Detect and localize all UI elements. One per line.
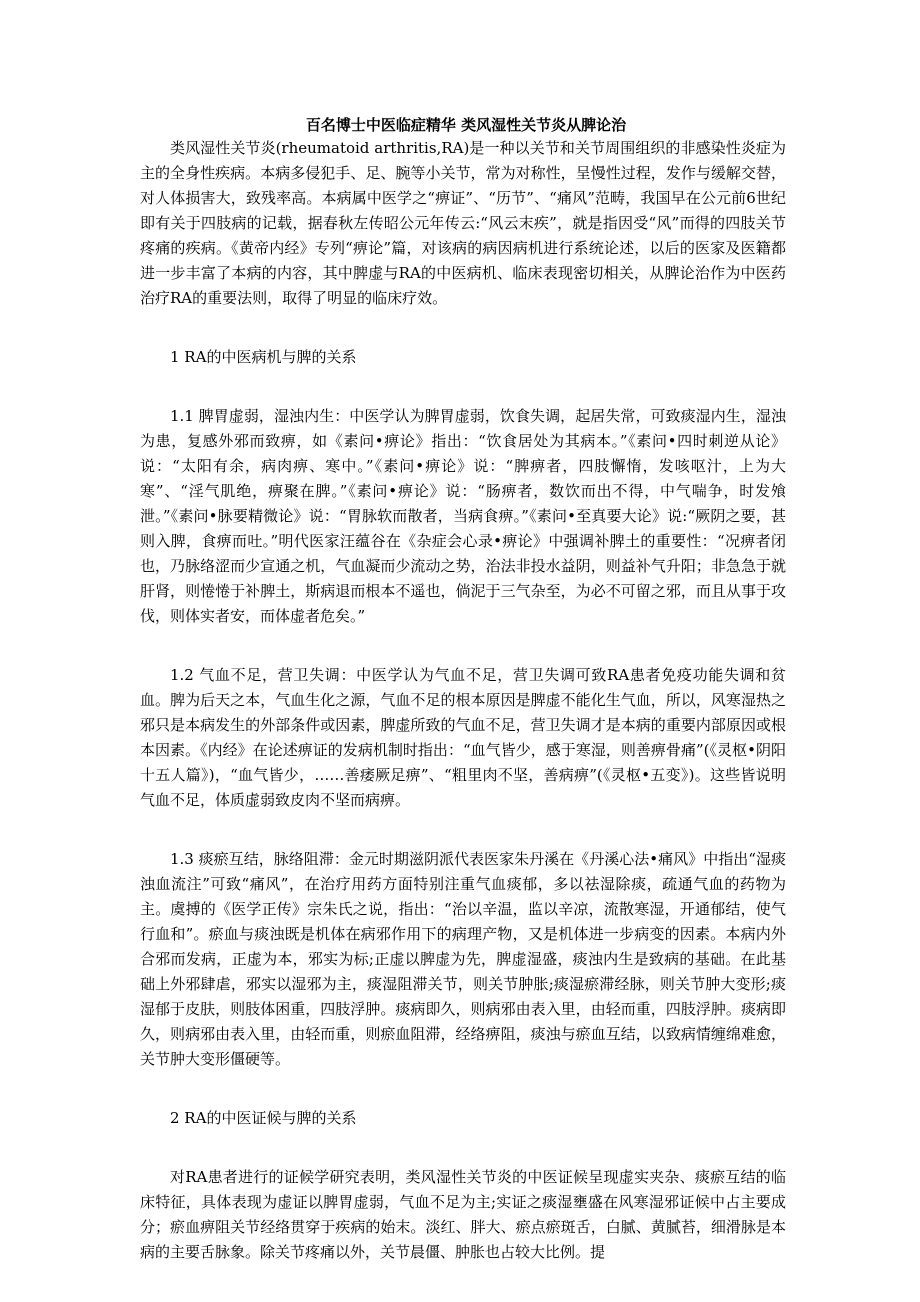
section-2-heading: 2 RA的中医证候与脾的关系 [170,1109,357,1127]
section-1-2-paragraph: 1.2 气血不足，营卫失调：中医学认为气血不足，营卫失调可致RA患者免疫功能失调和贫血。脾为后天之本，气血生化之源，气血不足的根本原因是脾虚不能化生气血，所以，风寒湿热之邪只是本病发生的外部条件或因素，脾虚所致的气血不足，营卫失调才是本病的重要内部原因或根本因素。《内经》在论述痹证的发病机制时指出：“血气皆少，感于寒湿，则善痹骨痛”(《灵枢•阴阳十五人篇》)，“血气皆少，……善痿厥足痹”、“粗里肉不坚，善病痹”(《灵枢•五变》)。这些皆说明气血不足，体质虚弱致皮肉不坚而病痹。 [140,666,786,809]
intro-paragraph: 类风湿性关节炎(rheumatoid arthritis,RA)是一种以关节和关节周围组织的非感染性炎症为主的全身性疾病。本病多侵犯手、足、腕等小关节，常为对称性，呈慢性过程，发作与缓解交替，对人体损害大，致残率高。本病属中医学之“痹证”、“历节”、“痛风”范畴，我国早在公元前6世纪即有关于四肢病的记载，据春秋左传昭公元年传云:“风云末疾”，就是指因受“风”而得的四肢关节疼痛的疾病。《黄帝内经》专列“痹论”篇，对该病的病因病机进行系统论述，以后的医家及医籍都进一步丰富了本病的内容，其中脾虚与RA的中医病机、临床表现密切相关，从脾论治作为中医药治疗RA的重要法则，取得了明显的临床疗效。 [140,139,786,307]
document-page [140,114,786,1265]
section-2-paragraph: 对RA患者进行的证候学研究表明，类风湿性关节炎的中医证候呈现虚实夹杂、痰瘀互结的临床特征，具体表现为虚证以脾胃虚弱，气血不足为主;实证之痰湿壅盛在风寒湿邪证候中占主要成分；瘀血痹阻关节经络贯穿于疾病的始末。淡红、胖大、瘀点瘀斑舌，白腻、黄腻苔，细滑脉是本病的主要舌脉象。除关节疼痛以外，关节晨僵、肿胀也占较大比例。提 [140,1168,786,1261]
document-title: 百名博士中医临症精华 类风湿性关节炎从脾论治 [305,116,627,134]
section-1-1-paragraph: 1.1 脾胃虚弱，湿浊内生：中医学认为脾胃虚弱，饮食失调，起居失常，可致痰湿内生，湿浊为患，复感外邪而致痹，如《素问•痹论》指出：“饮食居处为其病本。”《素问•四时刺逆从论》说：“太阳有余，病肉痹、寒中。”《素问•痹论》说：“脾痹者，四肢懈惰，发咳呕汁，上为大寒”、“淫气肌绝，痹聚在脾。”《素问•痹论》说：“肠痹者，数饮而出不得，中气喘争，时发飧泄。”《素问•脉要精微论》说：“胃脉软而散者，当病食痹。”《素问•至真要大论》说:“厥阴之要，甚则入脾，食痹而吐。”明代医家汪蕴谷在《杂症会心录•痹论》中强调补脾土的重要性：“况痹者闭也，乃脉络涩而少宣通之机，气血凝而少流动之势，治法非投水益阴，则益补气升阳；非急急于就肝肾，则惓惓于补脾土，斯病退而根本不遥也，倘泥于三气杂至，为必不可留之邪，而且从事于攻伐，则体实者安，而体虚者危矣。” [140,407,786,625]
section-1-heading: 1 RA的中医病机与脾的关系 [170,348,357,366]
section-1-3-paragraph: 1.3 痰瘀互结，脉络阻滞：金元时期滋阴派代表医家朱丹溪在《丹溪心法•痛风》中指出“湿痰浊血流注”可致“痛风”，在治疗用药方面特别注重气血痰郁，多以祛湿除痰，疏通气血的药物为主。虞搏的《医学正传》宗朱氏之说，指出：“治以辛温，监以辛凉，流散寒湿，开通郁结，使气行血和”。瘀血与痰浊既是机体在病邪作用下的病理产物，又是机体进一步病变的因素。本病内外合邪而发病，正虚为本，邪实为标;正虚以脾虚为先，脾虚湿盛，痰浊内生是致病的基础。在此基础上外邪肆虐，邪实以湿邪为主，痰湿阻滞关节，则关节肿胀;痰湿瘀滞经脉，则关节肿大变形;痰湿郁于皮肤，则肢体困重，四肢浮肿。痰病即久，则病邪由表入里，由轻而重，四肢浮肿。痰病即久，则病邪由表入里，由轻而重，则瘀血阻滞，经络痹阻，痰浊与瘀血互结，以致病情缠绵难愈，关节肿大变形僵硬等。 [140,850,786,1068]
